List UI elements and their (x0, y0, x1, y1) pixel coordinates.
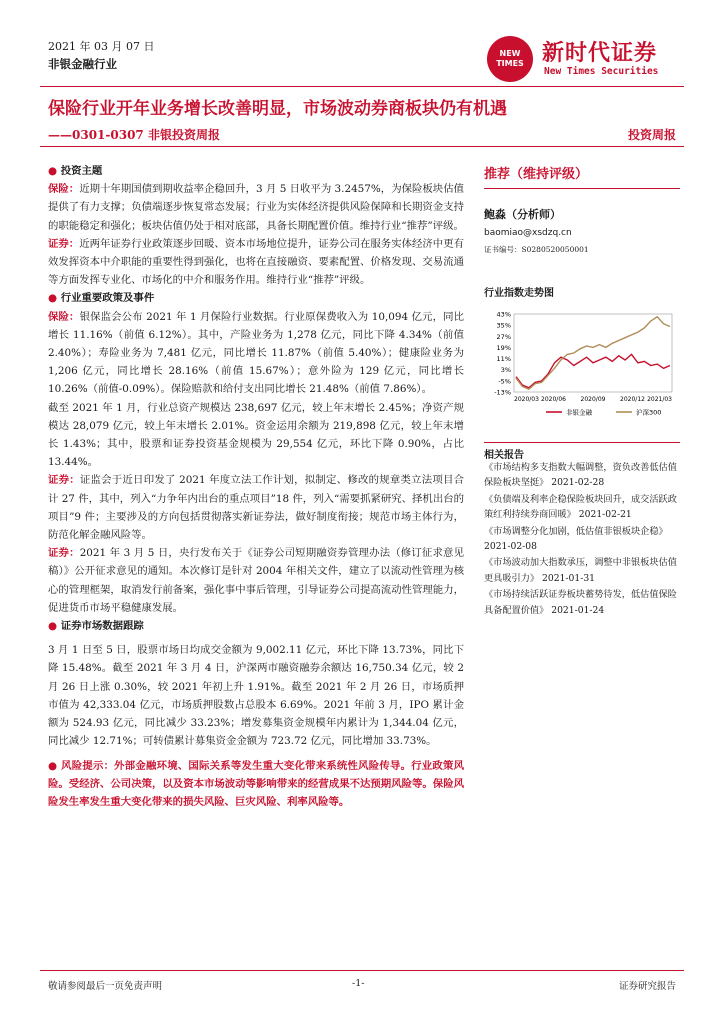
company-name-en: New Times Securities (544, 66, 659, 77)
related-report-item[interactable]: 《市场持续活跃证券板块蓄势待发，低估值保险具备配置价值》 2021-01-24 (484, 589, 677, 616)
paragraph: 保险：银保监会公布 2021 年 1 月保险行业数据。行业原保费收入为 10,094 亿元，同比增长 11.16%（前值 6.12%）。其中，产险业务为 1,278 亿元，同比下降 4.34%（前值 2.40%）；寿险业务为 7,481 亿元，同比增长 11.87%（前值 5.40%）；健康险业务为 1,206 亿元，同比增长 28.16%（前值 15.67%）；意外险为 129 亿元，同比增长 10.26%（前值-0.09%）。保险赔款和给付支出同比增长 21.48%（前值 7.86%）。 (48, 310, 464, 396)
x-tick-label: 2021/03 (647, 396, 672, 403)
series-line-hs300 (516, 317, 670, 389)
title-divider (40, 146, 684, 147)
legend-label: 非银金融 (566, 408, 592, 417)
bullet-icon: ● (48, 620, 58, 633)
analyst-name: 鲍淼（分析师） (484, 208, 561, 221)
y-tick-label: 27% (496, 332, 511, 341)
y-tick-label: 3% (500, 366, 511, 375)
report-date: 2021 年 03 月 07 日 (48, 40, 155, 53)
related-reports-list (484, 460, 684, 619)
y-tick-label: 11% (496, 355, 511, 364)
related-divider (484, 442, 680, 443)
report-subtitle: ——0301-0307 非银投资周报 (48, 128, 220, 142)
report-type: 投资周报 (627, 128, 676, 142)
legend-label: 沪深300 (636, 408, 662, 417)
header-divider (40, 86, 684, 87)
x-tick-label: 2020/03 (514, 396, 539, 403)
logo-mark: NEW TIMES (496, 49, 524, 68)
industry-index-chart (484, 308, 680, 428)
bullet-icon: ● (48, 759, 58, 772)
related-report-item[interactable]: 《市场结构多支指数大幅调整，资负改善低估值保险板块坚挺》 2021-02-28 (484, 462, 677, 489)
x-tick-label: 2020/12 (620, 396, 645, 403)
y-tick-label: -5% (498, 377, 511, 386)
paragraph: 3 月 1 日至 5 日，股票市场日均成交金额为 9,002.11 亿元，环比下降 13.73%，同比下降 15.48%。截至 2021 年 3 月 4 日，沪深两市融资融券余额达 16,750.34 亿元，较 2 月 26 日上涨 0.30%，较 2021 年初上升 1.91%。截至 2021 年 2 月 26 日，市场质押市值为 42,333.04 亿元，市场质押股数占总股本 6.69%。2021 年前 3 月，IPO 累计金额为 524.93 亿元，同比减少 33.23%；增发募集资金规模年内累计为 1,344.04 亿元，同比减少 12.71%；可转债累计募集资金金额为 723.72 亿元，同比增加 33.73%。 (48, 644, 464, 748)
related-report-item[interactable]: 《市场波动加大指数承压，调整中非银板块估值更具吸引力》 2021-01-31 (484, 557, 677, 584)
y-tick-label: 19% (496, 343, 511, 352)
page-number: -1- (352, 978, 365, 989)
x-tick-label: 2020/06 (541, 396, 566, 403)
plot-frame (514, 314, 672, 392)
risk-warning: ● 风险提示：外部金融环境、国际关系等发生重大变化带来系统性风险传导。行业政策风险。受经济、公司决策，以及资本市场波动等影响带来的经营成果不达预期风险等。保险风险发生率发生重大变化带来的损失风险、巨灾风险、利率风险等。 (48, 759, 464, 808)
chart-title: 行业指数走势图 (484, 288, 554, 299)
certificate-number: 证书编号：S0280520050001 (484, 245, 589, 254)
paragraph: 证券：2021 年 3 月 5 日，央行发布关于《证券公司短期融资券管理办法（修订征求意见稿）》公开征求意见的通知。本次修订是针对 2004 年相关文件，建立了以流动性管理为核心的管理框架，取消发行前备案，强化事中事后管理，引导证券公司提高流动性管理能力，促进货币市场平稳健康发展。 (48, 547, 464, 614)
bullet-icon: ● (48, 292, 58, 305)
company-logo-icon (487, 36, 533, 82)
section-heading: ● 投资主题 (48, 165, 103, 177)
x-tick-label: 2020/09 (580, 396, 606, 403)
paragraph: 证券：近两年证券行业政策逐步回暖、资本市场地位提升，证券公司在服务实体经济中更有效发挥资本中介职能的重要性得到强化，也将在直接融资、要素配置、价格发现、交易流通等方面发挥专业化、市场化的中介和服务作用。维持行业“推荐”评级。 (48, 237, 464, 287)
y-tick-label: -13% (494, 388, 511, 397)
section-heading: ● 行业重要政策及事件 (48, 292, 155, 305)
section-heading: ● 证券市场数据跟踪 (48, 620, 144, 633)
footer-disclaimer: 敬请参阅最后一页免责声明 (48, 981, 163, 992)
main-column (48, 162, 464, 811)
bullet-icon: ● (48, 165, 58, 177)
footer-divider (40, 970, 684, 971)
report-title: 保险行业开年业务增长改善明显，市场波动券商板块仍有机遇 (48, 99, 507, 119)
company-name-cn: 新时代证券 (542, 41, 658, 66)
paragraph: 保险：近期十年期国债到期收益率企稳回升，3 月 5 日收平为 3.2457%，为保险板块估值提供了有力支撑；负债端逐步恢复常态发展；行业为实体经济提供风险保障和长期资金支持的职能稳定和强化；板块估值仍处于相对底部，具备长期配置价值。维持行业“推荐”评级。 (48, 183, 464, 232)
paragraph: 截至 2021 年 1 月，行业总资产规模达 238,697 亿元，较上年末增长 2.45%；净资产规模达 28,079 亿元，较上年末增长 2.01%。资金运用余额为 219,898 亿元，较上年末增长 1.43%；其中，股票和证券投资基金规模为 29,554 亿元，环比下降 0.90%，占比 13.44%。 (48, 401, 464, 469)
y-tick-label: 35% (496, 321, 511, 330)
related-report-item[interactable]: 《负债端及利率企稳保险板块回升，成交活跃政策红利持续券商回暖》 2021-02-21 (484, 493, 677, 521)
y-tick-label: 43% (496, 310, 511, 319)
related-reports-title: 相关报告 (484, 450, 524, 461)
paragraph: 证券：证监会于近日印发了 2021 年度立法工作计划，拟制定、修改的规章类立法项目合计 27 件，其中，列入“力争年内出台的重点项目”18 件，列入“需要抓紧研究、择机出台的项目”9 件；主要涉及的方向包括贯彻落实新证券法，做好制度衔接；规范市场主体行为，防范化解金融风险等。 (48, 474, 465, 542)
rating: 推荐（维持评级） (484, 167, 589, 182)
footer-brand: 证券研究报告 (618, 981, 676, 992)
related-report-item[interactable]: 《市场调整分化加剧，低估值非银板块企稳》 2021-02-08 (484, 525, 668, 553)
analyst-email[interactable]: baomiao@xsdzq.cn (484, 228, 572, 238)
rating-divider (484, 188, 680, 189)
industry-name: 非银金融行业 (48, 57, 117, 71)
